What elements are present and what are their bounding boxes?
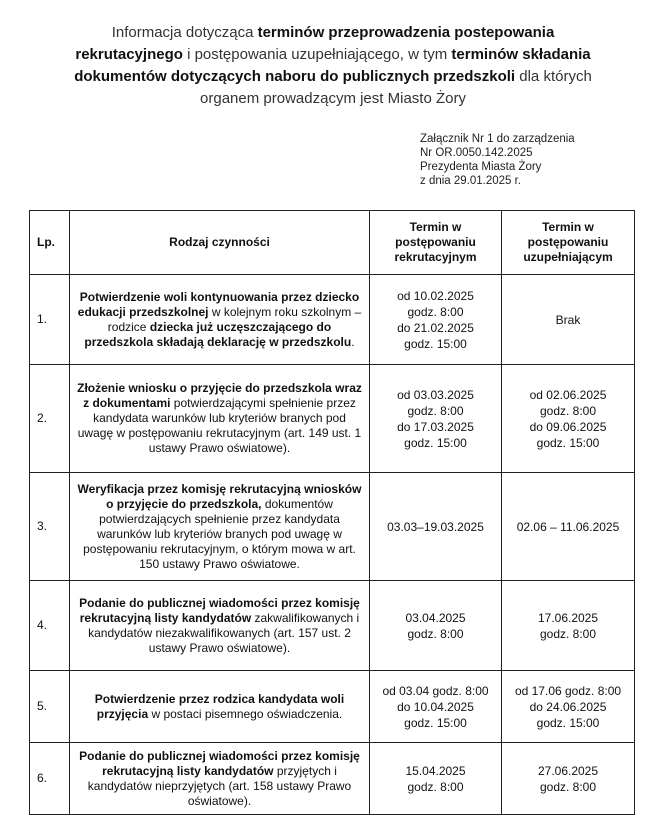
date-line: od 03.03.2025 — [397, 387, 474, 402]
date-line: godz. 8:00 — [539, 626, 597, 641]
row-number: 2. — [30, 365, 70, 473]
header-recruitment: Termin w postępowaniu rekrutacyjnym — [370, 211, 502, 275]
supplementary-date-cell — [502, 275, 635, 365]
bold-text: Potwierdzenie woli kontynuowania przez dziecko edukacji przedszkolnej — [77, 289, 360, 319]
recruitment-date-cell — [370, 671, 502, 743]
header-lp: Lp. — [30, 211, 70, 275]
document-heading — [68, 22, 598, 110]
supplementary-date-cell — [502, 581, 635, 671]
row-number: 6. — [30, 743, 70, 815]
table-row — [30, 473, 635, 581]
date-line: do 17.03.2025 — [397, 419, 474, 434]
date-line: do 09.06.2025 — [529, 419, 607, 434]
attachment-line: z dnia 29.01.2025 r. — [420, 175, 522, 187]
date-line: 03.04.2025 — [405, 610, 466, 625]
attachment-note — [420, 132, 620, 188]
date-line: do 21.02.2025 — [397, 320, 474, 335]
date-line: od 17.06 godz. 8:00 — [514, 683, 622, 698]
header-activity: Rodzaj czynności — [70, 211, 370, 275]
bold-text: terminów składania dokumentów dotyczących naboru do publicznych przedszkoli — [74, 46, 591, 85]
table-row — [30, 275, 635, 365]
text: w postaci pisemnego oświadczenia. — [148, 706, 343, 721]
date-line: 27.06.2025 — [537, 763, 599, 778]
date-line: godz. 15:00 — [536, 715, 600, 730]
text: w kolejnym roku szkolnym – rodzice — [107, 304, 362, 334]
date-line: godz. 8:00 — [539, 779, 597, 794]
supplementary-date-cell — [502, 473, 635, 581]
bold-text: Weryfikacja przez komisję rekrutacyjną wniosków o przyjęcie do przedszkola, — [77, 481, 362, 511]
activity-cell — [70, 743, 370, 815]
table-header-row — [30, 211, 635, 275]
text: dla których organem prowadzącym jest Miasto Żory — [200, 68, 592, 107]
row-number: 4. — [30, 581, 70, 671]
recruitment-date-cell — [370, 743, 502, 815]
supplementary-date-cell — [502, 671, 635, 743]
date-line: 15.04.2025 — [405, 763, 466, 778]
date-line: 17.06.2025 — [537, 610, 599, 625]
text: potwierdzającymi spełnienie przez kandydata warunków lub kryteriów branych pod uwagę w postępowaniu rekrutacyjnym (art. 149 ust. 1 ustawy Prawo oświatowe). — [77, 396, 362, 455]
text: i postępowania uzupełniającego, w tym — [182, 46, 452, 63]
date-line: godz. 15:00 — [404, 336, 467, 351]
date-line: godz. 15:00 — [536, 435, 600, 450]
date-line: godz. 15:00 — [404, 435, 467, 450]
table-row — [30, 671, 635, 743]
attachment-line: Nr OR.0050.142.2025 — [420, 147, 533, 159]
date-line: godz. 8:00 — [539, 403, 597, 418]
schedule-table — [29, 210, 635, 815]
bold-text: terminów przeprowadzenia postepowania rekrutacyjnego — [75, 24, 555, 63]
row-number: 5. — [30, 671, 70, 743]
bold-text: dziecka już uczęszczającego do przedszkola składają deklarację w przedszkolu — [84, 319, 352, 349]
date-line: do 24.06.2025 — [529, 699, 607, 714]
recruitment-date-cell — [370, 581, 502, 671]
bold-text: Podanie do publicznej wiadomości przez komisję rekrutacyjną listy kandydatów — [79, 595, 360, 625]
recruitment-date-cell — [370, 365, 502, 473]
date-line: godz. 15:00 — [404, 715, 467, 730]
table-row — [30, 365, 635, 473]
date-line: Brak — [555, 312, 581, 327]
table-row — [30, 743, 635, 815]
bold-text: Potwierdzenie przez rodzica kandydata woli przyjęcia — [94, 691, 345, 721]
date-line: godz. 8:00 — [407, 304, 464, 319]
recruitment-date-cell — [370, 473, 502, 581]
date-line: do 10.04.2025 — [397, 699, 474, 714]
date-line: od 02.06.2025 — [529, 387, 607, 402]
date-line: godz. 8:00 — [407, 626, 464, 641]
activity-cell — [70, 473, 370, 581]
date-line: od 10.02.2025 — [397, 288, 474, 303]
date-line: godz. 8:00 — [407, 779, 464, 794]
table-row — [30, 581, 635, 671]
attachment-line: Załącznik Nr 1 do zarządzenia — [420, 133, 575, 145]
bold-text: Złożenie wniosku o przyjęcie do przedszkola wraz z dokumentami — [77, 381, 362, 410]
supplementary-date-cell — [502, 365, 635, 473]
recruitment-date-cell — [370, 275, 502, 365]
supplementary-date-cell — [502, 743, 635, 815]
date-line: godz. 8:00 — [407, 403, 464, 418]
activity-cell — [70, 275, 370, 365]
text: dokumentów potwierdzających spełnienie przez kandydata warunków lub kryteriów branych pod uwagę w postępowaniu rekrutacyjnym, o którym mowa w art. 150 ustawy Prawo oświatowe. — [83, 496, 356, 571]
activity-cell — [70, 671, 370, 743]
activity-cell — [70, 581, 370, 671]
date-line: 02.06 – 11.06.2025 — [516, 519, 620, 534]
date-line: 03.03–19.03.2025 — [387, 519, 484, 534]
text: zakwalifikowanych i kandydatów niezakwalifikowanych (art. 157 ust. 2 ustawy Prawo oświatowe). — [88, 610, 360, 655]
text: przyjętych i kandydatów nieprzyjętych (art. 158 ustawy Prawo oświatowe). — [87, 763, 352, 808]
text: Informacja dotycząca — [111, 24, 258, 41]
row-number: 1. — [30, 275, 70, 365]
header-supplementary: Termin w postępowaniu uzupełniającym — [502, 211, 635, 275]
attachment-line: Prezydenta Miasta Żory — [420, 161, 542, 173]
activity-cell — [70, 365, 370, 473]
text: . — [351, 334, 355, 349]
bold-text: Podanie do publicznej wiadomości przez komisję rekrutacyjną listy kandydatów — [79, 748, 360, 778]
row-number: 3. — [30, 473, 70, 581]
date-line: od 03.04 godz. 8:00 — [382, 683, 489, 698]
